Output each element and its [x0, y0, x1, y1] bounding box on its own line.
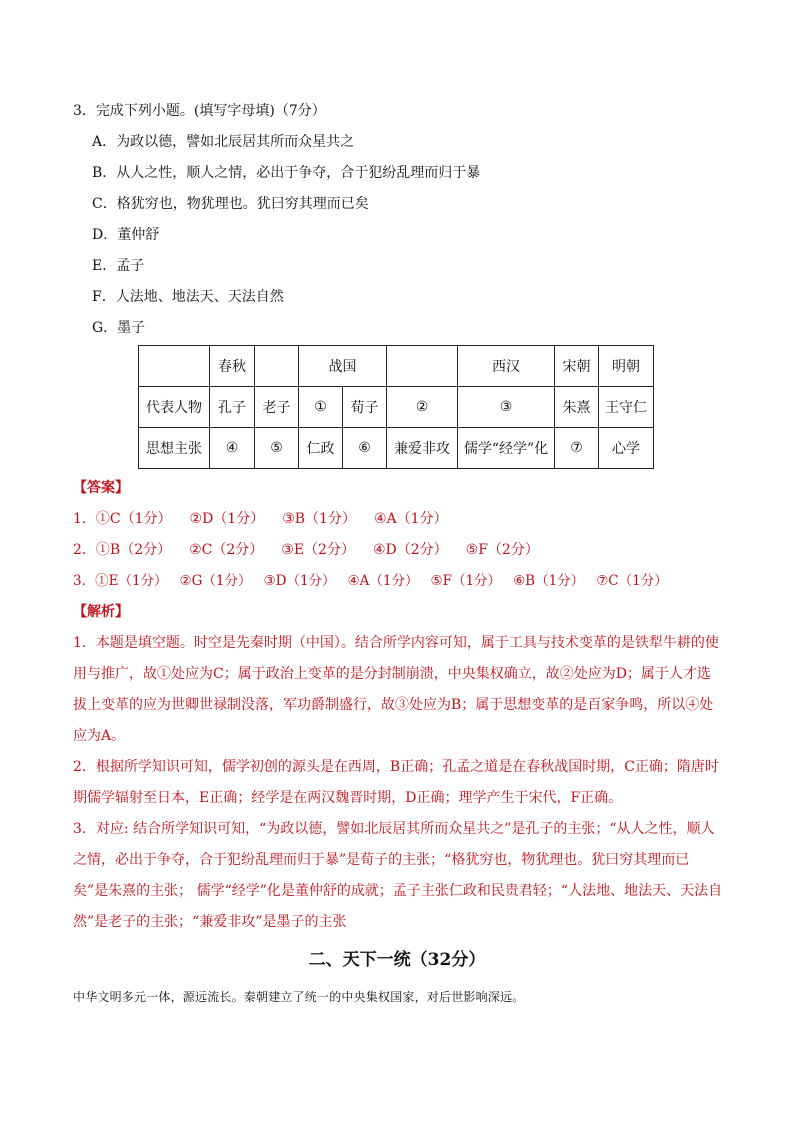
table-cell: ④: [210, 428, 255, 469]
answer-item: ③E（2分）: [281, 542, 355, 558]
analysis-header: 【解析】: [73, 604, 129, 620]
section-title: 二、天下一统（32分）: [308, 950, 486, 970]
table-row: [139, 346, 654, 387]
answer-item: ⑤F（1分）: [430, 573, 502, 589]
answer-item: 1．①C（1分）: [73, 511, 172, 527]
table-cell: 代表人物: [139, 387, 210, 428]
answer-item: ⑤F（2分）: [465, 542, 539, 558]
table-cell: [387, 346, 458, 387]
table-cell: 儒学“经学”化: [458, 428, 555, 469]
table-cell: ⑤: [255, 428, 299, 469]
answer-item: ③B（1分）: [282, 511, 356, 527]
answer-item: ④A（1分）: [347, 573, 419, 589]
table-cell: [139, 346, 210, 387]
answer-line-3: [73, 571, 668, 591]
table-cell: 西汉: [458, 346, 555, 387]
answer-item: ③D（1分）: [263, 573, 336, 589]
table-cell: 思想主张: [139, 428, 210, 469]
answer-item: 3．①E（1分）: [73, 573, 168, 589]
analysis-paragraph-2: 2．根据所学知识可知，儒学初创的源头是在西周，B正确；孔孟之道是在春秋战国时期，C正确；隋唐时期儒学辐射至日本，E正确；经学是在两汉魏晋时期，D正确；理学产生于宋代，F正确。: [73, 759, 719, 806]
table-cell: 荀子: [343, 387, 387, 428]
option-a: A．为政以德，譬如北辰居其所而众星共之: [92, 134, 355, 150]
option-f: F．人法地、地法天、天法自然: [92, 289, 284, 305]
answer-item: ⑦C（1分）: [596, 573, 668, 589]
answer-item: ②D（1分）: [189, 511, 265, 527]
table-cell: 朱熹: [555, 387, 599, 428]
answer-item: ②G（1分）: [179, 573, 252, 589]
table-cell: ③: [458, 387, 555, 428]
table-cell: 心学: [599, 428, 654, 469]
table-cell: 仁政: [299, 428, 343, 469]
analysis-paragraph-1: 1．本题是填空题。时空是先秦时期（中国）。结合所学内容可知，属于工具与技术变革的是铁犁牛耕的使用与推广，故①处应为C；属于政治上变革的是分封制崩溃，中央集权确立，故②处应为D；属于人才选拔上变革的应为世卿世禄制没落，军功爵制盛行，故③处应为B；属于思想变革的是百家争鸣，所以④处应为A。: [73, 635, 719, 744]
option-g: G．墨子: [92, 320, 146, 336]
table-cell: ①: [299, 387, 343, 428]
table-cell: 战国: [299, 346, 387, 387]
table-cell: 孔子: [210, 387, 255, 428]
option-e: E．孟子: [92, 258, 145, 274]
question-3-title: 3．完成下列小题。(填写字母填)（7分）: [73, 103, 326, 119]
table-cell: 明朝: [599, 346, 654, 387]
section-intro: 中华文明多元一体，源远流长。秦朝建立了统一的中央集权国家，对后世影响深远。: [73, 990, 525, 1004]
table-cell: 宋朝: [555, 346, 599, 387]
table-cell: 老子: [255, 387, 299, 428]
table-cell: 王守仁: [599, 387, 654, 428]
analysis-paragraph-3: 3．对应: 结合所学知识可知，“为政以德，譬如北辰居其所而众星共之”是孔子的主张；“从人之性，顺人之情，必出于争夺，合于犯纷乱理而归于暴”是荀子的主张；“格犹穷也，物犹理也。犹曰穷其理而已矣”是朱熹的主张； 儒学“经学”化是董仲舒的成就；孟子主张仁政和民贵君轻；“人法地、地法天、天法自然”是老子的主张；“兼爱非攻”是墨子的主张: [73, 821, 723, 930]
thought-table: [138, 345, 654, 469]
table-cell: ⑥: [343, 428, 387, 469]
table-cell: 兼爱非攻: [387, 428, 458, 469]
answer-item: 2．①B（2分）: [73, 542, 172, 558]
option-c: C．格犹穷也，物犹理也。犹曰穷其理而已矣: [92, 196, 369, 212]
table-cell: [255, 346, 299, 387]
answer-item: ⑥B（1分）: [513, 573, 585, 589]
table-cell: 春秋: [210, 346, 255, 387]
answer-item: ④A（1分）: [373, 511, 448, 527]
option-b: B．从人之性，顺人之情，必出于争夺，合于犯纷乱理而归于暴: [92, 165, 481, 181]
answer-line-2: [73, 540, 557, 560]
table-cell: ⑦: [555, 428, 599, 469]
answer-item: ②C（2分）: [189, 542, 264, 558]
answer-line-1: [73, 509, 466, 529]
table-cell: ②: [387, 387, 458, 428]
table-row: [139, 428, 654, 469]
answer-header: 【答案】: [73, 480, 129, 496]
option-d: D．董仲舒: [92, 227, 160, 243]
table-row: [139, 387, 654, 428]
answer-item: ④D（2分）: [372, 542, 448, 558]
